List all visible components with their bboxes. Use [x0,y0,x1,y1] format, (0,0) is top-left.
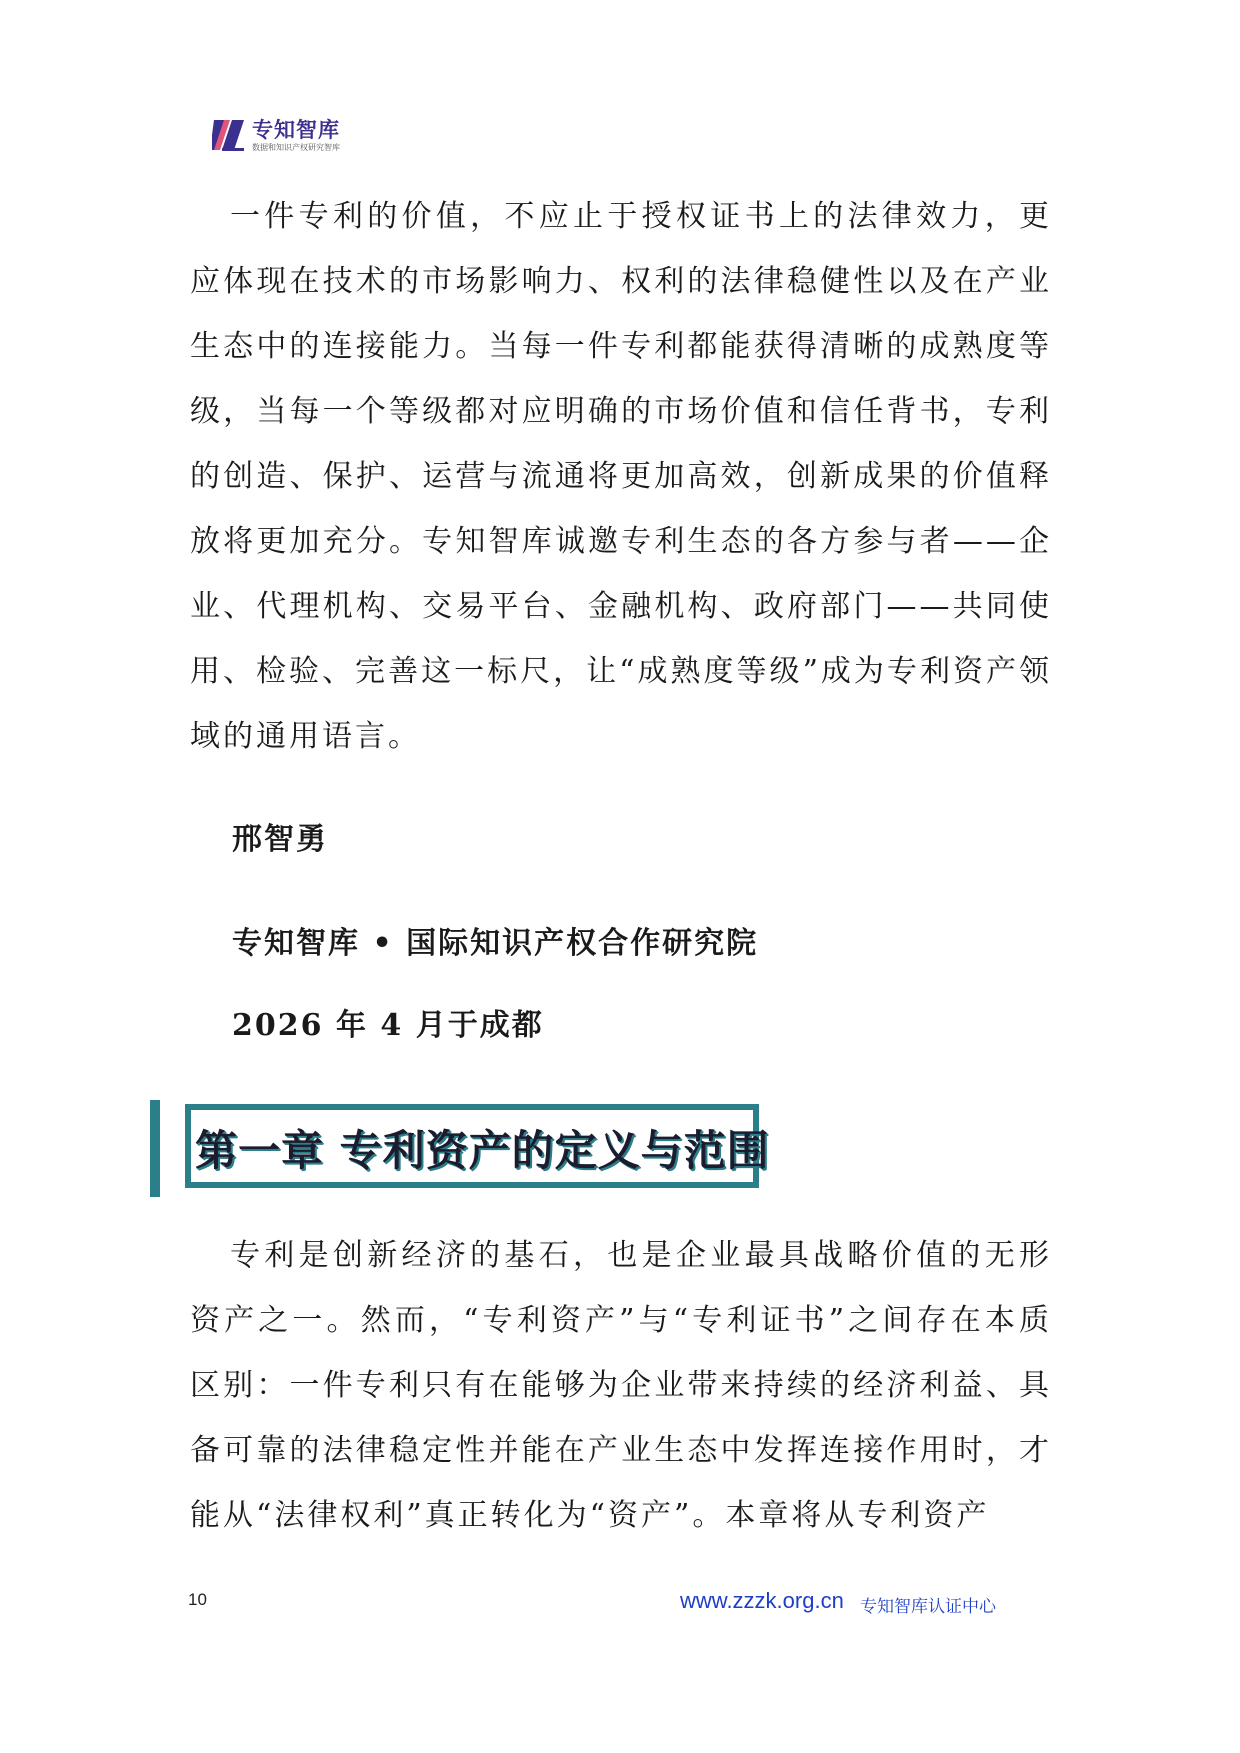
chapter-title: 第一章 专利资产的定义与范围 [195,1126,770,1175]
author-organization: 专知智库 • 国际知识产权合作研究院 [232,926,759,961]
footer-url-link[interactable]: www.zzzk.org.cn [680,1588,844,1613]
page-number: 10 [188,1590,207,1609]
logo-text [252,118,340,153]
author-name: 邢智勇 [232,822,328,857]
logo-name: 专知智库 [252,117,340,142]
date-place: 2026 年 4 月于成都 [232,1008,544,1043]
logo-subtitle: 数据和知识产权研究智库 [252,142,340,152]
footer-label: 专知智库认证中心 [860,1597,996,1617]
zzzk-logo-icon [212,116,246,154]
chapter-paragraph: 专利是创新经济的基石，也是企业最具战略价值的无形资产之一。然而，“专利资产”与“专利证书”之间存在本质区别：一件专利只有在能够为企业带来持续的经济利益、具备可靠的法律稳定性并能在产业生态中发挥连接作用时，才能从“法律权利”真正转化为“资产”。本章将从专利资产 [190,1238,1052,1533]
chapter-accent-bar [150,1100,160,1197]
preface-paragraph: 一件专利的价值，不应止于授权证书上的法律效力，更应体现在技术的市场影响力、权利的法律稳健性以及在产业生态中的连接能力。当每一件专利都能获得清晰的成熟度等级，当每一个等级都对应明确的市场价值和信任背书，专利的创造、保护、运营与流通将更加高效，创新成果的价值释放将更加充分。专知智库诚邀专利生态的各方参与者——企业、代理机构、交易平台、金融机构、政府部门——共同使用、检验、完善这一标尺，让“成熟度等级”成为专利资产领域的通用语言。 [190,199,1052,754]
header-logo [212,116,340,154]
